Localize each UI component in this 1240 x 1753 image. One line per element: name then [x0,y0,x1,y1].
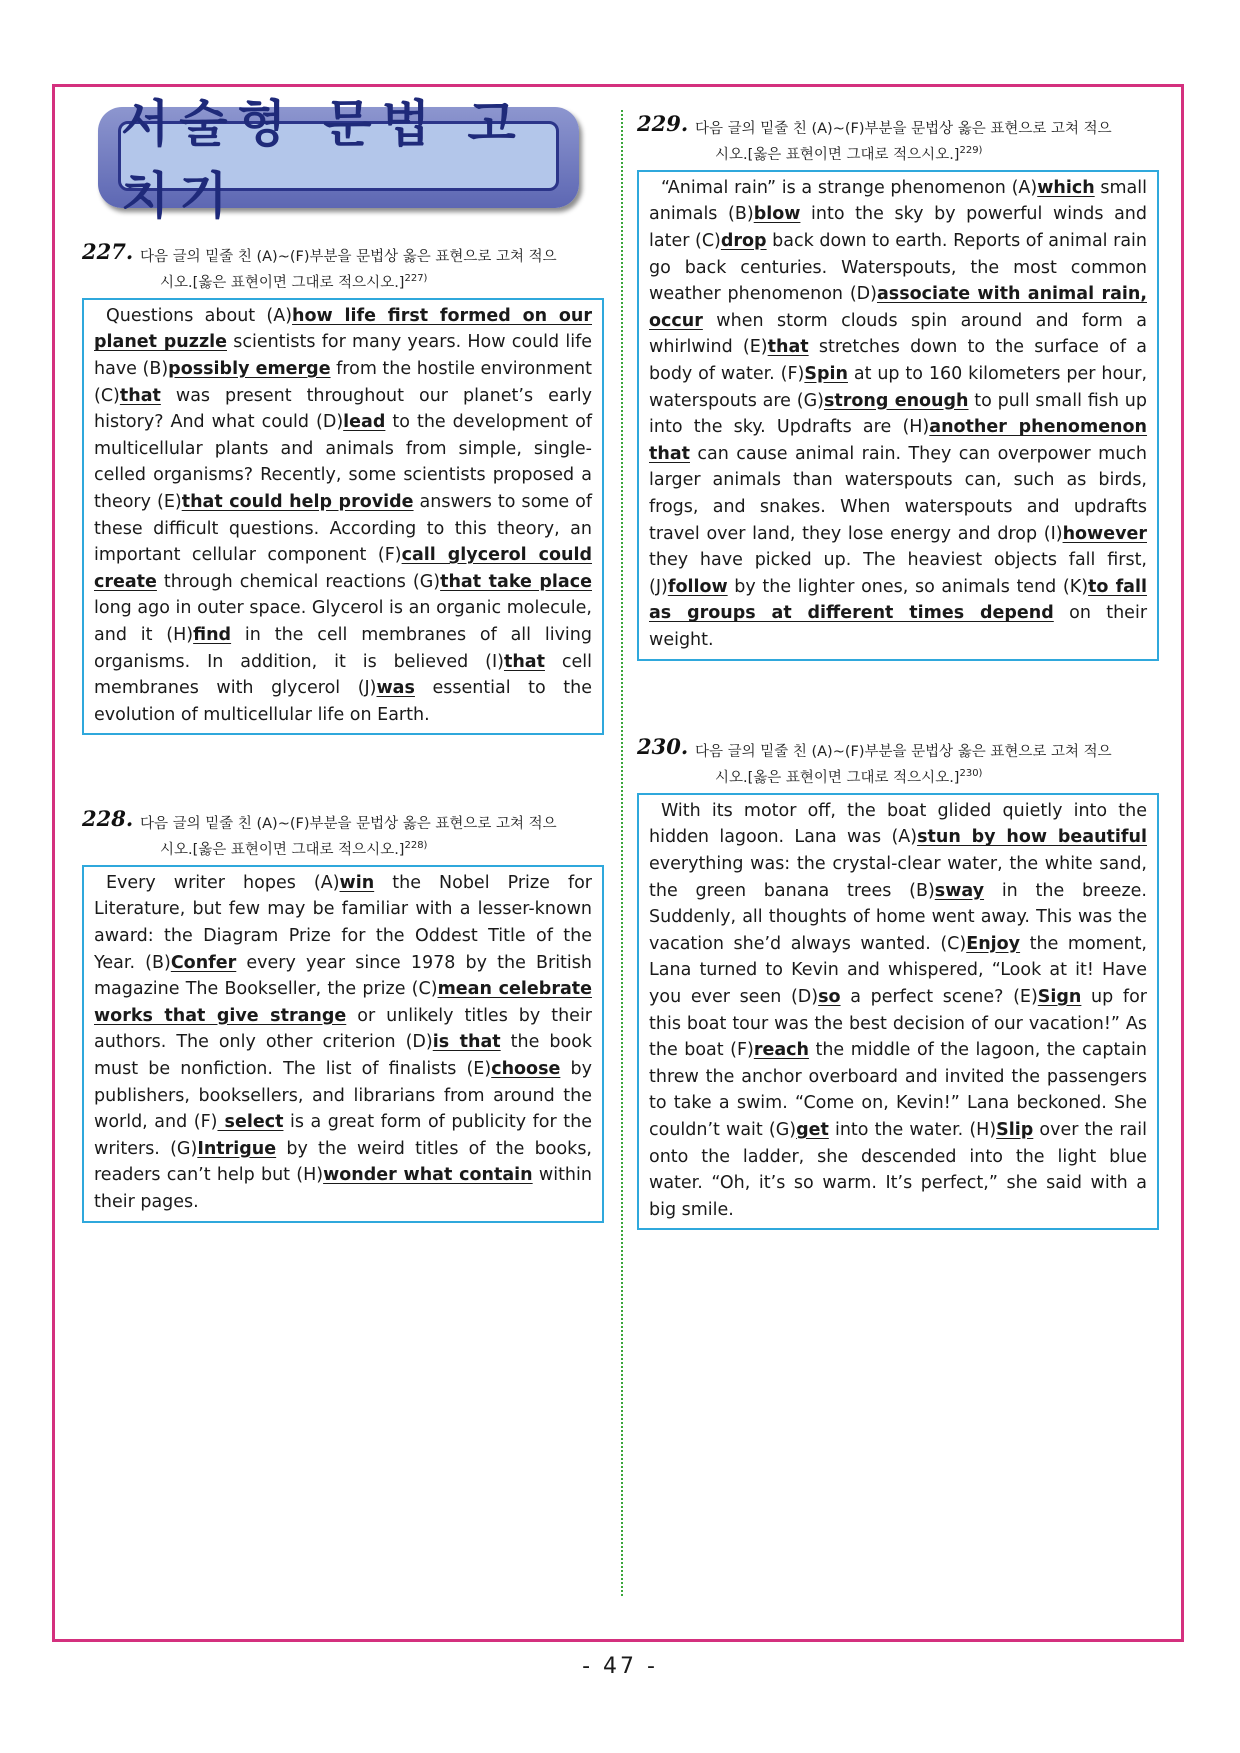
footnote-ref: 230) [959,768,983,779]
underlined-target: strong enough [823,390,969,411]
underlined-target: lead [343,412,386,433]
passage-box [637,170,1159,661]
underlined-target: that [503,651,545,672]
underlined-target: Intrigue [197,1138,277,1159]
passage-segment: to the development of multicellular plants and animals from simple, single-celled organisms? Recently, some scientists proposed a theory (E) [94,412,592,512]
underlined-target: associate with animal rain, occur [649,284,1147,331]
passage-segment: or unlikely titles by their authors. The only other criterion (D) [94,1005,592,1053]
question-note-line [82,835,604,861]
passage-segment: can cause animal rain. They can overpower much larger animals than waterspouts can, such as birds, frogs, and snakes. When waterspouts and updrafts travel over land, they lose energy and drop (I) [649,443,1147,544]
passage-segment: the middle of the lagoon, the captain threw the anchor overboard and invited the passengers to take a swim. “Come on, Kevin!” Lana beckoned. She couldn’t wait (G) [649,1040,1147,1140]
question-instruction: 다음 글의 밑줄 친 (A)~(F)부분을 문법상 옳은 표현으로 고쳐 적으 [140,816,557,832]
passage-segment: scientists for many years. How could life have (B) [94,332,592,380]
question-instruction: 다음 글의 밑줄 친 (A)~(F)부분을 문법상 옳은 표현으로 고쳐 적으 [140,249,557,265]
underlined-target: that take place [440,571,592,592]
question-header [82,806,604,861]
passage-segment: in the breeze. Suddenly, all thoughts of home went away. This was the vacation she’d always wanted. (C) [649,880,1147,954]
underlined-target: call glycerol could create [94,545,592,592]
passage-segment: on their weight. [649,603,1148,650]
passage-segment: the Nobel Prize for Literature, but few may be familiar with a lesser-known award: the Diagram Prize for the Oddest Title of the Year. (B) [94,872,593,973]
question-instruction: 다음 글의 밑줄 친 (A)~(F)부분을 문법상 옳은 표현으로 고쳐 적으 [695,744,1112,760]
question-number: 227. [82,239,134,264]
question-227 [82,239,604,735]
underlined-target: sway [934,880,985,901]
passage-segment: within their pages. [94,1165,592,1212]
passage-segment: over the rail onto the ladder, she descended into the light blue water. “Oh, it’s so warm. It’s perfect,” she said with a big smile. [649,1119,1147,1220]
underlined-target: Enjoy [966,933,1021,954]
underlined-target: possibly emerge [168,359,331,380]
passage-segment: Every writer hopes (A) [106,872,340,893]
underlined-target: to fall as groups at different times depend [649,576,1147,624]
passage-text [649,798,1147,1224]
passage-segment: stretches down to the surface of a body of water. (F) [649,337,1147,384]
passage-segment: when storm clouds spin around and form a whirlwind (E) [649,310,1147,358]
passage-segment: cell membranes with glycerol (J) [94,651,592,699]
passage-segment: by the weird titles of the books, readers can’t help but (H) [94,1138,592,1186]
passage-segment: through chemical reactions (G) [156,571,441,592]
passage-segment: to pull small fish up into the sky. Updrafts are (H) [649,390,1147,438]
section-banner-inner [118,95,559,225]
question-header [637,734,1159,789]
question-number: 228. [82,806,134,831]
footnote-ref: 229) [959,145,983,156]
question-number: 230. [637,734,689,759]
question-header [82,239,604,294]
passage-segment: long ago in outer space. Glycerol is an organic molecule, and it (H) [94,598,592,645]
underlined-target: drop [720,231,767,252]
underlined-target: select [217,1112,284,1133]
passage-segment: they have picked up. The heaviest objects fall first, (J) [649,550,1147,597]
question-229 [637,111,1159,661]
passage-segment: at up to 160 kilometers per hour, waterspouts are (G) [649,363,1148,411]
question-note-line [637,763,1159,789]
question-note-line [82,268,604,294]
underlined-target: how life first formed on our planet puzzle [94,305,592,353]
section-title: 서술형 문법 고치기 [121,95,526,225]
underlined-target: that [119,385,161,406]
passage-segment: the moment, Lana turned to Kevin and whispered, “Look at it! Have you ever seen (D) [649,933,1147,1007]
passage-segment: a perfect scene? (E) [840,986,1038,1007]
underlined-target: wonder what contain [323,1165,533,1186]
underlined-target: however [1062,523,1147,544]
passage-segment: in the cell membranes of all living organisms. In addition, it is believed (I) [94,624,592,672]
underlined-target: which [1037,177,1095,198]
underlined-target: that [767,337,809,358]
passage-segment: by the lighter ones, so animals tend (K) [727,576,1089,597]
passage-segment: from the hostile environment (C) [94,359,592,406]
question-228 [82,806,604,1223]
question-note: 시오.[옳은 표현이면 그대로 적으시오.] [715,146,960,163]
passage-segment: into the water. (H) [828,1119,997,1140]
passage-segment: up for this boat tour was the best decision of our vacation!” As the boat (F) [649,986,1147,1061]
passage-segment: essential to the evolution of multicellular life on Earth. [94,678,592,725]
underlined-target: Confer [170,952,237,973]
passage-segment: everything was: the crystal-clear water, the white sand, the green banana trees (B) [649,854,1147,901]
passage-segment: was present throughout our planet’s early history? And what could (D) [94,385,592,433]
underlined-target: was [376,678,415,699]
question-instruction: 다음 글의 밑줄 친 (A)~(F)부분을 문법상 옳은 표현으로 고쳐 적으 [695,121,1112,137]
section-banner [98,95,579,225]
passage-segment: Questions about (A) [106,305,293,326]
question-note: 시오.[옳은 표현이면 그대로 적으시오.] [160,274,405,291]
underlined-target: reach [753,1040,809,1061]
passage-segment: answers to some of these difficult questions. According to this theory, an important cellular component (F) [94,491,592,566]
passage-segment: With its motor off, the boat glided quietly into the hidden lagoon. Lana was (A) [649,800,1147,848]
underlined-target: Sign [1037,986,1082,1007]
underlined-target: choose [491,1058,561,1079]
underlined-target: that could help provide [181,491,414,512]
underlined-target: is that [432,1032,501,1053]
underlined-target: get [796,1119,829,1140]
underlined-target: Slip [996,1119,1034,1140]
passage-text [94,303,592,729]
passage-segment: is a great form of publicity for the writers. (G) [94,1112,592,1159]
column-divider [621,110,623,1596]
question-note: 시오.[옳은 표현이면 그대로 적으시오.] [715,769,960,786]
passage-text [94,870,592,1216]
underlined-target: stun by how beautiful [917,827,1147,848]
passage-segment: into the sky by powerful winds and later (C) [649,204,1147,252]
question-number: 229. [637,111,689,136]
footnote-ref: 227) [404,273,428,284]
passage-segment: “Animal rain” is a strange phenomenon (A) [661,177,1038,198]
question-230 [637,734,1159,1230]
question-header [637,111,1159,166]
underlined-target: find [193,624,232,645]
passage-text [649,175,1147,654]
underlined-target: another phenomenon that [649,417,1148,464]
passage-segment: small animals (B) [649,177,1147,225]
underlined-target: Spin [804,363,848,384]
passage-segment: by publishers, booksellers, and librarians from around the world, and (F) [94,1058,592,1133]
footnote-ref: 228) [404,840,428,851]
passage-box [82,298,604,736]
passage-box [82,865,604,1223]
passage-segment: the book must be nonfiction. The list of finalists (E) [94,1032,592,1079]
passage-segment: back down to earth. Reports of animal rain go back centuries. Waterspouts, the most common weather phenomenon (D) [649,231,1147,305]
underlined-target: blow [753,204,801,225]
underlined-target: win [339,872,375,893]
question-note: 시오.[옳은 표현이면 그대로 적으시오.] [160,841,405,858]
page-number: - 47 - [582,1654,658,1679]
underlined-target: so [818,986,841,1007]
passage-box [637,793,1159,1231]
underlined-target: follow [667,576,728,597]
question-note-line [637,140,1159,166]
passage-segment: every year since 1978 by the British magazine The Bookseller, the prize (C) [94,952,592,1000]
underlined-target: mean celebrate works that give strange [94,979,592,1026]
